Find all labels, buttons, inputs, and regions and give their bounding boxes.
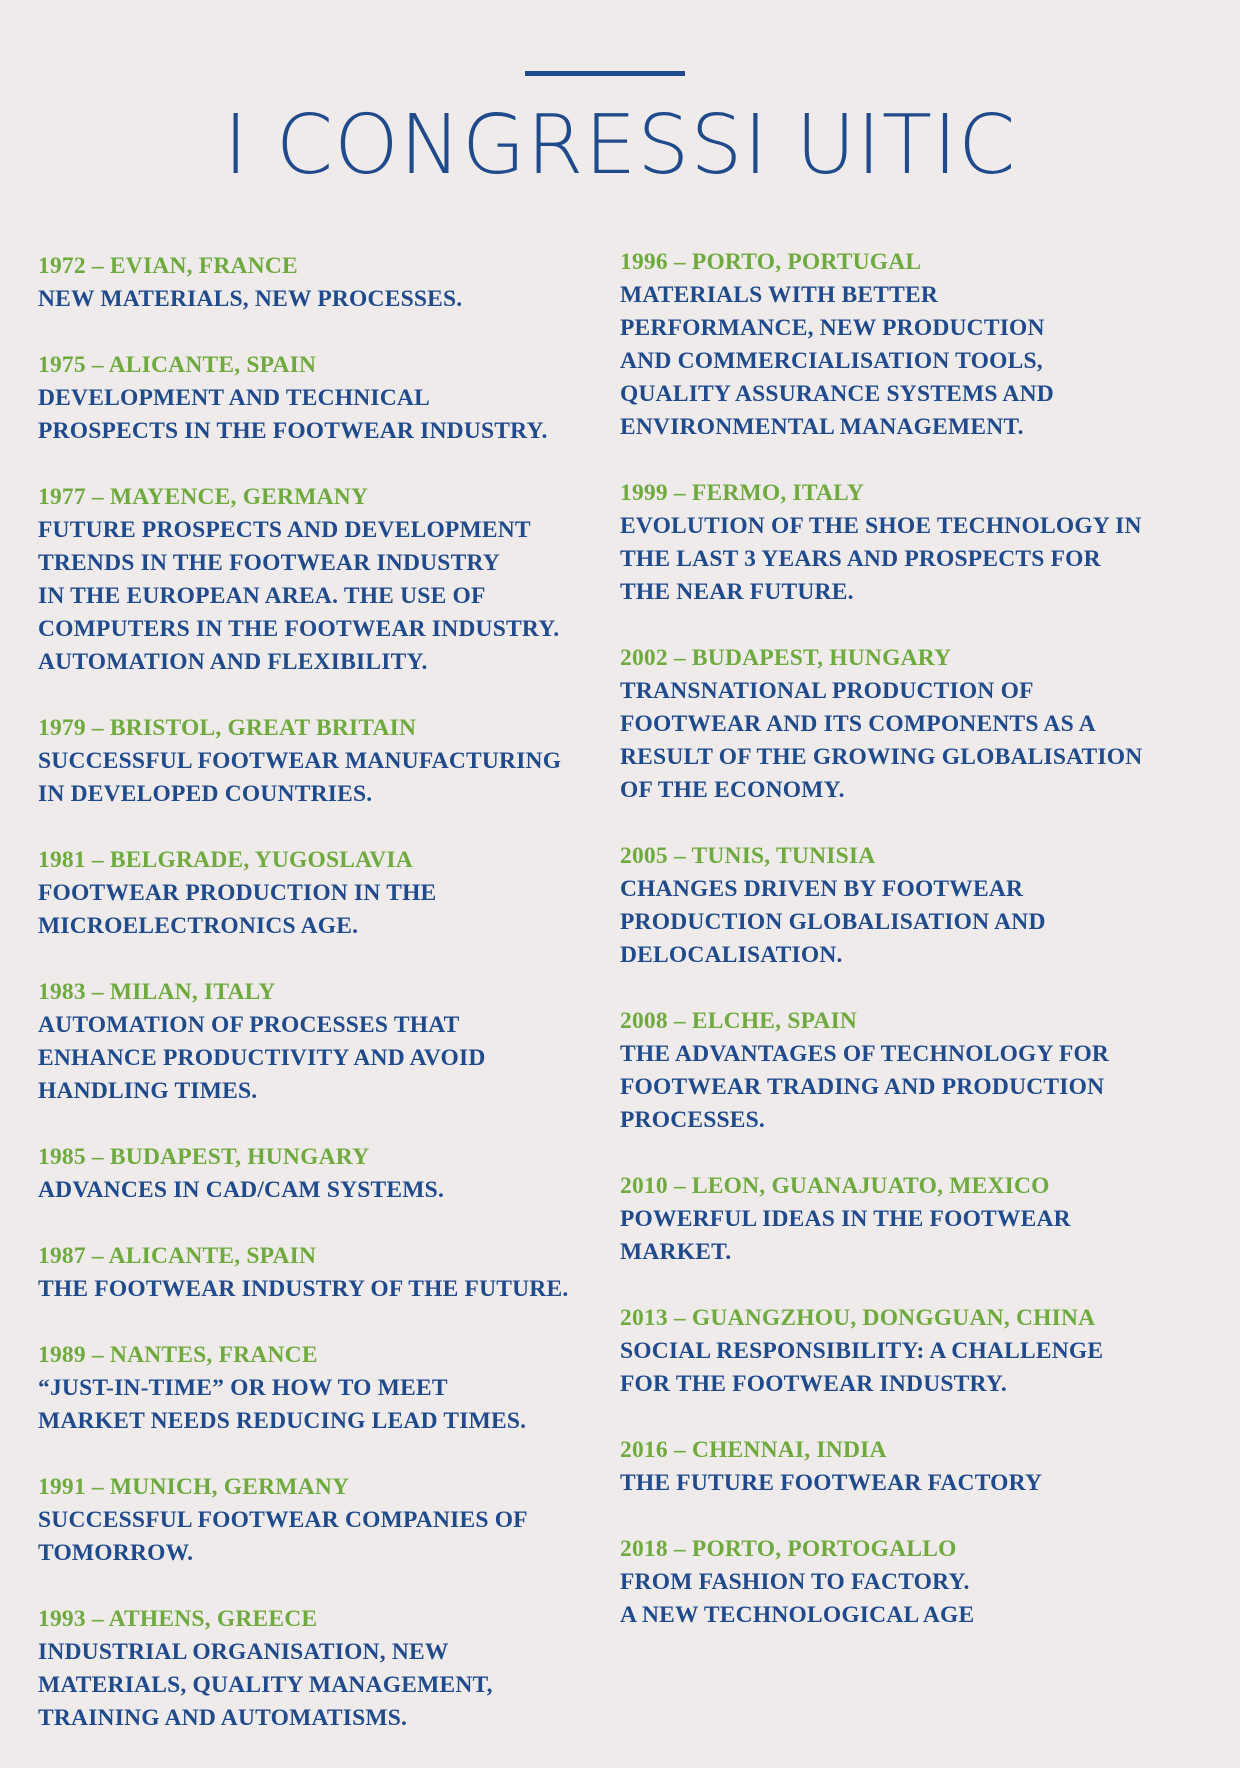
- congress-topic-line: QUALITY ASSURANCE SYSTEMS AND: [620, 381, 1054, 407]
- congress-entry: [38, 349, 610, 448]
- congress-heading: 2016 – CHENNAI, INDIA: [620, 1437, 887, 1463]
- congress-topic-line: DEVELOPMENT AND TECHNICAL: [38, 385, 430, 411]
- right-column: [620, 246, 1180, 1665]
- left-column: [38, 250, 610, 1768]
- congress-topic-line: TRANSNATIONAL PRODUCTION OF: [620, 678, 1034, 704]
- congress-topic-line: AUTOMATION OF PROCESSES THAT: [38, 1012, 460, 1038]
- congress-topic-line: AUTOMATION AND FLEXIBILITY.: [38, 649, 428, 675]
- congress-topic-line: MICROELECTRONICS AGE.: [38, 913, 359, 939]
- congress-heading: 2002 – BUDAPEST, HUNGARY: [620, 645, 952, 671]
- congress-topic-line: COMPUTERS IN THE FOOTWEAR INDUSTRY.: [38, 616, 560, 642]
- congress-topic-line: THE NEAR FUTURE.: [620, 579, 854, 605]
- congress-topic-line: PRODUCTION GLOBALISATION AND: [620, 909, 1046, 935]
- congress-heading: 1985 – BUDAPEST, HUNGARY: [38, 1144, 370, 1170]
- congress-heading: 1975 – ALICANTE, SPAIN: [38, 352, 317, 378]
- congress-topic-line: IN THE EUROPEAN AREA. THE USE OF: [38, 583, 486, 609]
- congress-topic-line: ENHANCE PRODUCTIVITY AND AVOID: [38, 1045, 486, 1071]
- congress-topic-line: TRAINING AND AUTOMATISMS.: [38, 1705, 408, 1731]
- congress-heading: 1993 – ATHENS, GREECE: [38, 1606, 318, 1632]
- congress-topic-line: “JUST-IN-TIME” OR HOW TO MEET: [38, 1375, 448, 1401]
- congress-topic-line: HANDLING TIMES.: [38, 1078, 258, 1104]
- congress-topic-line: SUCCESSFUL FOOTWEAR COMPANIES OF: [38, 1507, 528, 1533]
- congress-entry: [620, 246, 1180, 444]
- congress-topic-line: FROM FASHION TO FACTORY.: [620, 1569, 970, 1595]
- congress-topic-line: THE ADVANTAGES OF TECHNOLOGY FOR: [620, 1041, 1110, 1067]
- congress-heading: 1972 – EVIAN, FRANCE: [38, 253, 298, 279]
- congress-topic-line: MARKET NEEDS REDUCING LEAD TIMES.: [38, 1408, 527, 1434]
- congress-topic-line: IN DEVELOPED COUNTRIES.: [38, 781, 373, 807]
- congress-heading: 1981 – BELGRADE, YUGOSLAVIA: [38, 847, 413, 873]
- congress-entry: [38, 1339, 610, 1438]
- congress-heading: 1979 – BRISTOL, GREAT BRITAIN: [38, 715, 417, 741]
- congress-heading: 1977 – MAYENCE, GERMANY: [38, 484, 369, 510]
- congress-entry: [38, 1603, 610, 1735]
- congress-entry: [620, 1170, 1180, 1269]
- congress-entry: [620, 1434, 1180, 1500]
- congress-heading: 1983 – MILAN, ITALY: [38, 979, 276, 1005]
- congress-topic-line: DELOCALISATION.: [620, 942, 843, 968]
- congress-entry: [620, 1533, 1180, 1632]
- congress-topic-line: THE FUTURE FOOTWEAR FACTORY: [620, 1470, 1043, 1496]
- congress-entry: [38, 1240, 610, 1306]
- congress-topic-line: PERFORMANCE, NEW PRODUCTION: [620, 315, 1045, 341]
- congress-topic-line: EVOLUTION OF THE SHOE TECHNOLOGY IN: [620, 513, 1142, 539]
- congress-topic-line: MARKET.: [620, 1239, 732, 1265]
- congress-entry: [38, 250, 610, 316]
- congress-heading: 2008 – ELCHE, SPAIN: [620, 1008, 858, 1034]
- congress-heading: 1999 – FERMO, ITALY: [620, 480, 865, 506]
- congress-topic-line: THE LAST 3 YEARS AND PROSPECTS FOR: [620, 546, 1101, 572]
- congress-topic-line: FOOTWEAR AND ITS COMPONENTS AS A: [620, 711, 1096, 737]
- congress-entry: [38, 1141, 610, 1207]
- congress-topic-line: FOR THE FOOTWEAR INDUSTRY.: [620, 1371, 1007, 1397]
- congress-topic-line: PROCESSES.: [620, 1107, 766, 1133]
- congress-topic-line: SUCCESSFUL FOOTWEAR MANUFACTURING: [38, 748, 562, 774]
- congress-topic-line: ADVANCES IN CAD/CAM SYSTEMS.: [38, 1177, 445, 1203]
- congress-entry: [620, 1005, 1180, 1137]
- congress-entry: [38, 481, 610, 679]
- congress-heading: 1991 – MUNICH, GERMANY: [38, 1474, 350, 1500]
- congress-topic-line: FUTURE PROSPECTS AND DEVELOPMENT: [38, 517, 531, 543]
- congress-topic-line: OF THE ECONOMY.: [620, 777, 845, 803]
- congress-heading: 1996 – PORTO, PORTUGAL: [620, 249, 922, 275]
- congress-topic-line: AND COMMERCIALISATION TOOLS,: [620, 348, 1043, 374]
- congress-topic-line: A NEW TECHNOLOGICAL AGE: [620, 1602, 975, 1628]
- congress-entry: [620, 1302, 1180, 1401]
- congress-entry: [620, 840, 1180, 972]
- congress-heading: 2010 – LEON, GUANAJUATO, MEXICO: [620, 1173, 1050, 1199]
- congress-entry: [38, 844, 610, 943]
- congress-entry: [38, 712, 610, 811]
- congress-topic-line: POWERFUL IDEAS IN THE FOOTWEAR: [620, 1206, 1071, 1232]
- congress-heading: 2005 – TUNIS, TUNISIA: [620, 843, 876, 869]
- congress-topic-line: NEW MATERIALS, NEW PROCESSES.: [38, 286, 463, 312]
- title-rule: [525, 71, 685, 76]
- congress-topic-line: THE FOOTWEAR INDUSTRY OF THE FUTURE.: [38, 1276, 569, 1302]
- congress-heading: 1989 – NANTES, FRANCE: [38, 1342, 318, 1368]
- congress-entry: [38, 1471, 610, 1570]
- congress-topic-line: TOMORROW.: [38, 1540, 194, 1566]
- congress-heading: 2018 – PORTO, PORTOGALLO: [620, 1536, 957, 1562]
- congress-heading: 1987 – ALICANTE, SPAIN: [38, 1243, 317, 1269]
- congress-topic-line: RESULT OF THE GROWING GLOBALISATION: [620, 744, 1143, 770]
- congress-heading: 2013 – GUANGZHOU, DONGGUAN, CHINA: [620, 1305, 1096, 1331]
- page-title: I CONGRESSI UITIC: [223, 98, 1017, 193]
- congress-entry: [38, 976, 610, 1108]
- congress-topic-line: SOCIAL RESPONSIBILITY: A CHALLENGE: [620, 1338, 1104, 1364]
- congress-topic-line: ENVIRONMENTAL MANAGEMENT.: [620, 414, 1024, 440]
- congress-entry: [620, 477, 1180, 609]
- congress-topic-line: FOOTWEAR TRADING AND PRODUCTION: [620, 1074, 1105, 1100]
- congress-topic-line: CHANGES DRIVEN BY FOOTWEAR: [620, 876, 1024, 902]
- congress-topic-line: MATERIALS WITH BETTER: [620, 282, 939, 308]
- congress-topic-line: MATERIALS, QUALITY MANAGEMENT,: [38, 1672, 493, 1698]
- congress-topic-line: TRENDS IN THE FOOTWEAR INDUSTRY: [38, 550, 500, 576]
- congress-topic-line: FOOTWEAR PRODUCTION IN THE: [38, 880, 437, 906]
- congress-topic-line: INDUSTRIAL ORGANISATION, NEW: [38, 1639, 449, 1665]
- congress-topic-line: PROSPECTS IN THE FOOTWEAR INDUSTRY.: [38, 418, 548, 444]
- congress-entry: [620, 642, 1180, 807]
